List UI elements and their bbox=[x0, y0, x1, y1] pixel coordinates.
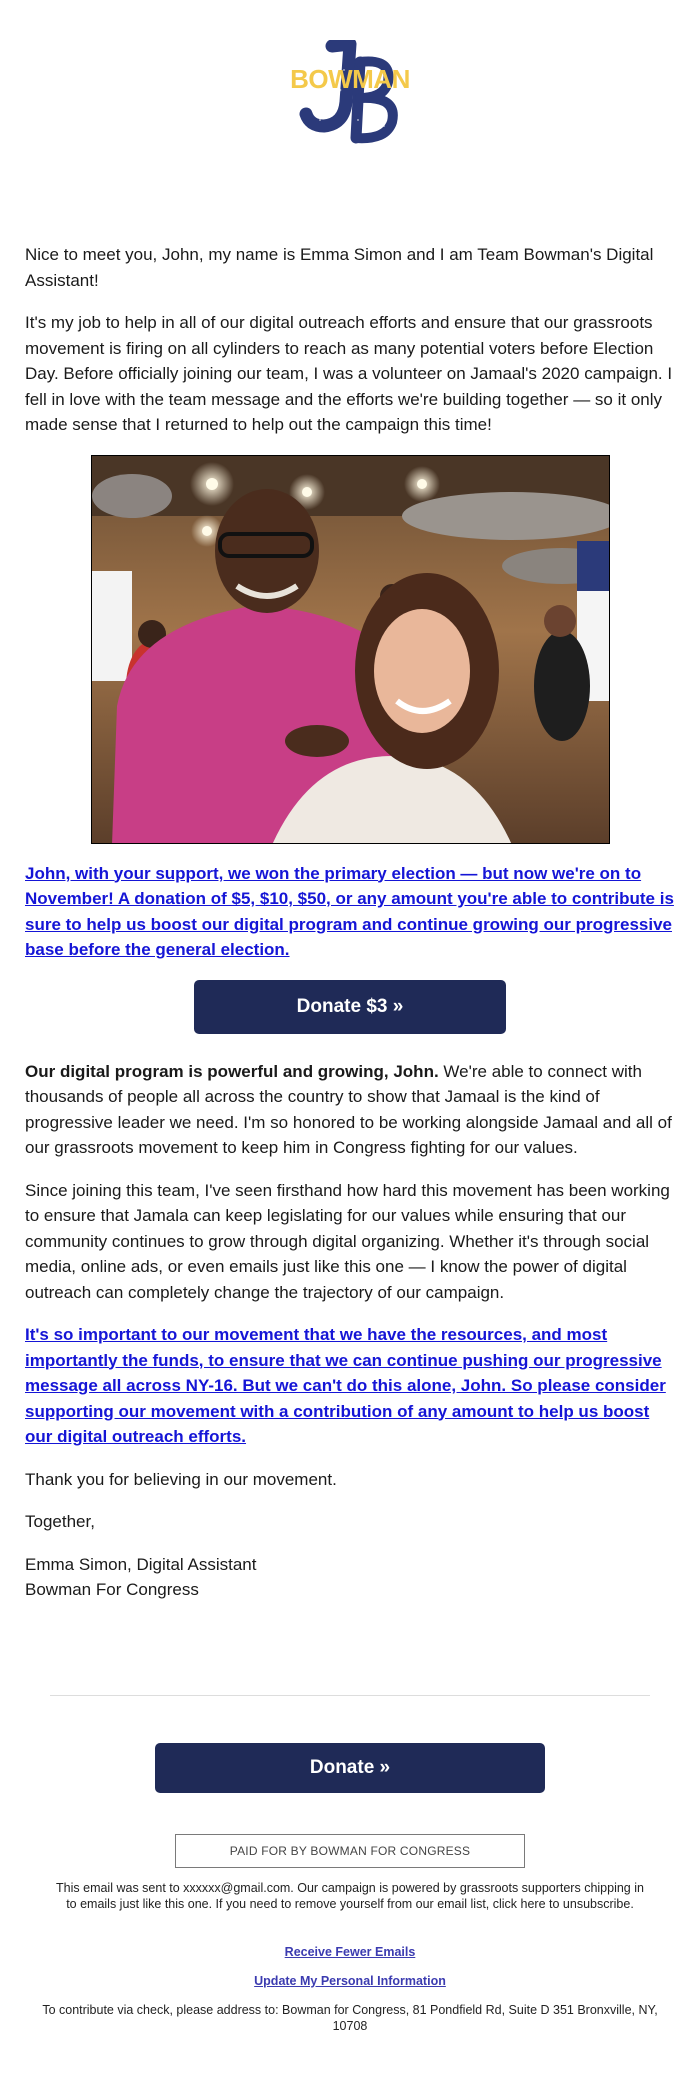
digital-program-lead: Our digital program is powerful and growing, John. bbox=[25, 1061, 439, 1081]
receive-fewer-emails-link[interactable]: Receive Fewer Emails bbox=[284, 1945, 416, 1959]
thanks-line: Thank you for believing in our movement. bbox=[25, 1469, 337, 1489]
sign-off bbox=[25, 1467, 675, 1603]
campaign-photo bbox=[91, 455, 610, 844]
donate-3-button[interactable]: Donate $3 » bbox=[194, 980, 506, 1034]
paid-for-disclaimer: PAID FOR BY BOWMAN FOR CONGRESS bbox=[175, 1834, 525, 1868]
update-personal-info-link[interactable]: Update My Personal Information bbox=[254, 1974, 446, 1988]
greeting-paragraph: Nice to meet you, John, my name is Emma Simon and I am Team Bowman's Digital Assistant! bbox=[25, 245, 654, 290]
footer-divider bbox=[50, 1695, 650, 1696]
closing-line: Together, bbox=[25, 1512, 95, 1531]
header bbox=[0, 30, 700, 150]
unsubscribe-notice[interactable]: This email was sent to xxxxxx@gmail.com. Our campaign is powered by grassroots supporters chipping in to emails just like this one. If you need to remove yourself from our email list, click here to unsubscribe. bbox=[56, 1881, 644, 1911]
support-ask-paragraph[interactable] bbox=[25, 861, 675, 963]
donate-main-wrap bbox=[25, 980, 675, 1034]
resources-ask-paragraph[interactable] bbox=[25, 1322, 675, 1450]
intro-paragraph: It's my job to help in all of our digital outreach efforts and ensure that our grassroots movement is firing on all cylinders to reach as many potential voters before Election Day. Before officially joining our team, I was a volunteer on Jamaal's 2020 campaign. I fell in love with the team message and the efforts we're building together — so it only made sense that I returned to help out the campaign this time! bbox=[25, 313, 673, 434]
email-body bbox=[25, 242, 675, 1620]
signature bbox=[25, 1552, 675, 1603]
photo-illustration bbox=[92, 456, 610, 844]
signature-name: Emma Simon, Digital Assistant bbox=[25, 1554, 257, 1574]
resources-ask-link[interactable]: It's so important to our movement that we have the resources, and most importantly the funds, to ensure that we can continue pushing our progressive message all across NY-16. But we can't do this alone, John. So please consider supporting our movement with a contribution of any amount to help us boost our digital outreach efforts. bbox=[25, 1325, 666, 1446]
footer bbox=[0, 1695, 700, 2033]
mailing-address: To contribute via check, please address to: Bowman for Congress, 81 Pondfield Rd, Suite D 351 Bronxville, NY, 10708 bbox=[42, 2003, 658, 2033]
signature-org: Bowman For Congress bbox=[25, 1580, 199, 1599]
digital-program-body: We're able to connect with thousands of people all across the country to show that Jamaal is the kind of progressive leader we need. I'm so honored to be working alongside Jamaal and all of our grassroots movement to keep him in Congress fighting for our values. bbox=[25, 1061, 672, 1157]
firsthand-paragraph: Since joining this team, I've seen firsthand how hard this movement has been working to ensure that Jamala can keep legislating for our values while ensuring that our community continues to grow through digital organizing. Whether it's through social media, online ads, or even emails just like this one — I know the power of digital outreach can completely change the trajectory of our campaign. bbox=[25, 1180, 670, 1302]
bowman-logo bbox=[280, 40, 420, 150]
support-ask-link[interactable]: John, with your support, we won the primary election — but now we're on to November! A donation of $5, $10, $50, or any amount you're able to contribute is sure to help us boost our digital program and continue growing our progressive base before the general election. bbox=[25, 863, 674, 959]
logo-wordmark: BOWMAN bbox=[290, 64, 410, 94]
digital-program-paragraph bbox=[25, 1059, 675, 1161]
donate-footer-button[interactable]: Donate » bbox=[155, 1743, 545, 1793]
